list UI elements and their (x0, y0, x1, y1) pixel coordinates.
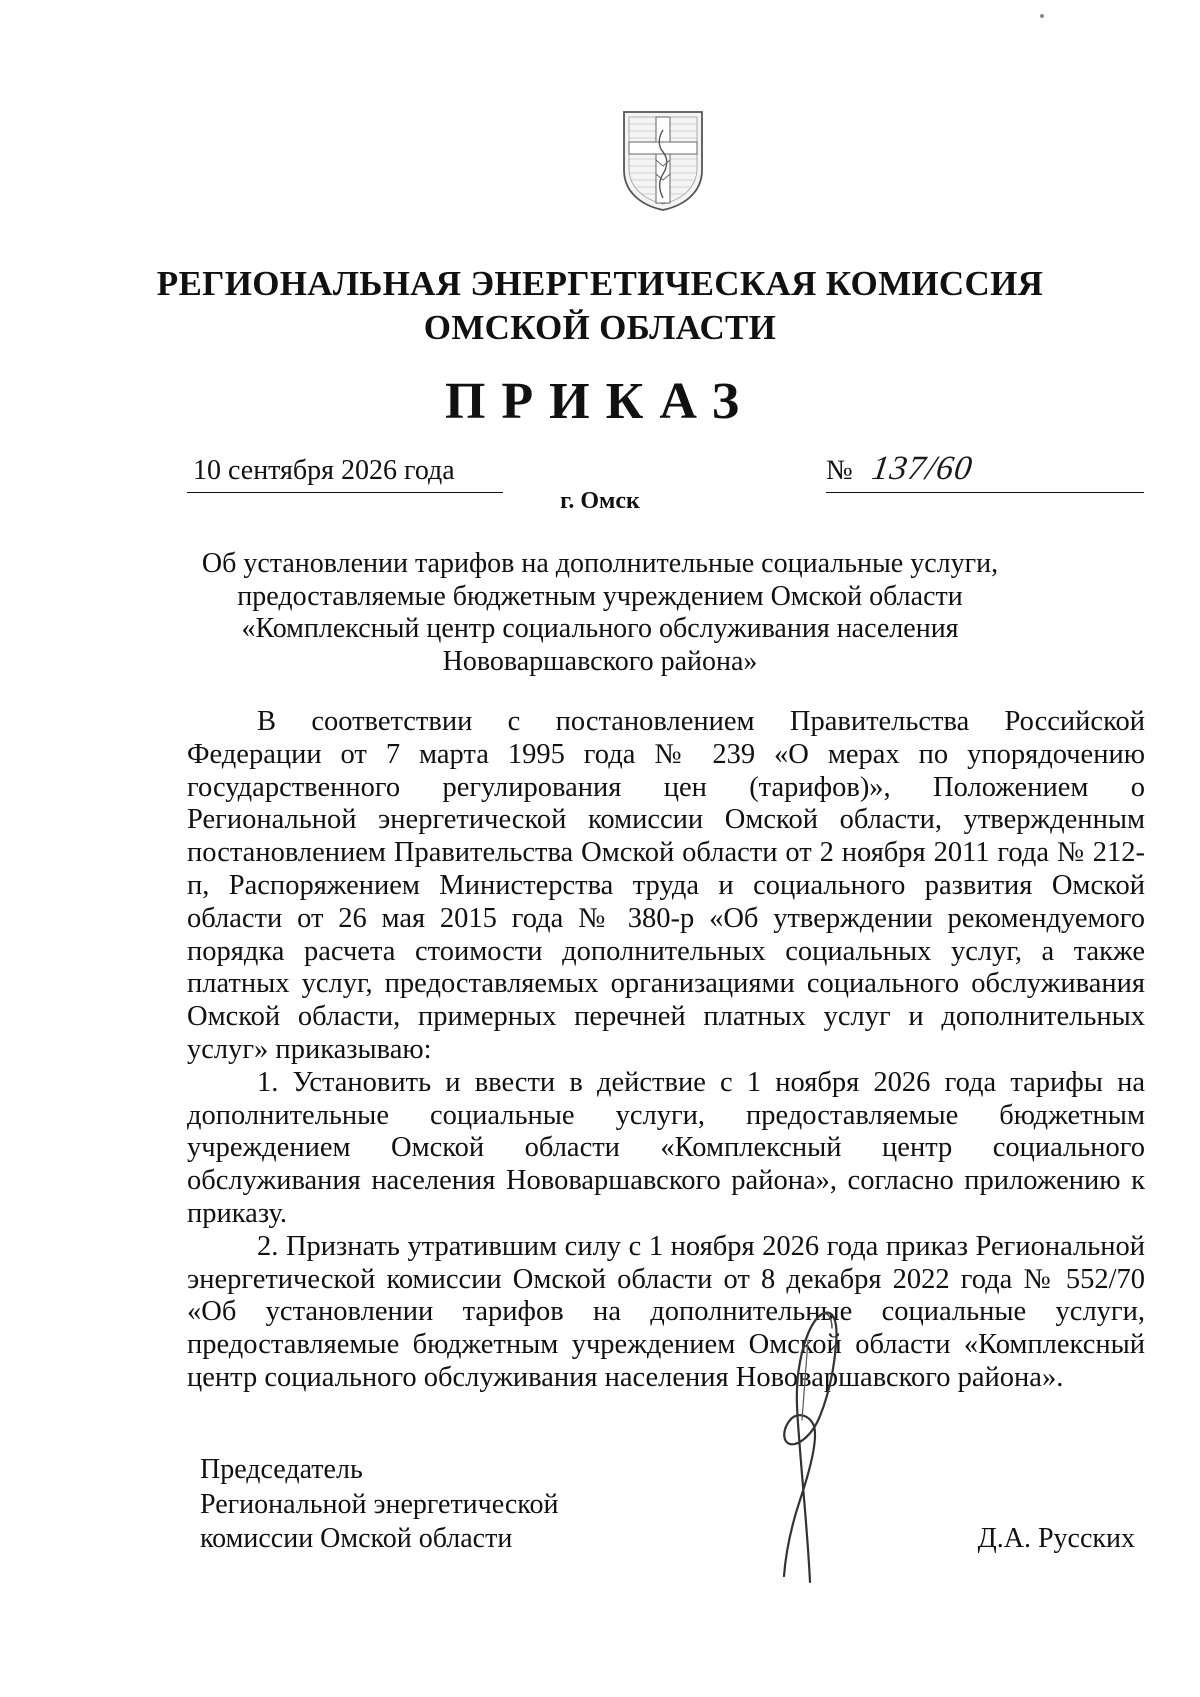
title-line: предоставляемые бюджетным учреждением Омской области (237, 580, 963, 612)
preamble-paragraph: В соответствии с постановлением Правительства Российской Федерации от 7 марта 1995 года № 239 «О мерах по упорядочению государственного регулирования цен (тарифов)», Положением о Региональной энергетической комиссии Омской области, утвержденным постановлением Правительства Омской области от 2 ноября 2011 года № 212-п, Распоряжением Министерства труда и социального развития Омской области от 26 мая 2015 года № 380-р «Об утверждении рекомендуемого порядка расчета стоимости дополнительных социальных услуг, а также платных услуг, предоставляемых организациями социального обслуживания Омской области, примерных перечней платных услуг и дополнительных услуг» приказываю: (187, 706, 1145, 1065)
scan-dot (1040, 14, 1044, 18)
title-line: «Комплексный центр социального обслуживания населения (241, 613, 959, 644)
organization-name-line1: РЕГИОНАЛЬНАЯ ЭНЕРГЕТИЧЕСКАЯ КОМИССИЯ (156, 264, 1044, 303)
city-label: г. Омск (560, 488, 640, 514)
handwritten-signature-icon (738, 1300, 878, 1590)
document-title (180, 548, 1020, 678)
position-line: комиссии Омской области (200, 1523, 513, 1554)
omsk-region-coat-of-arms-icon (620, 108, 706, 212)
document-number: 137/60 (869, 450, 976, 487)
document-date: 10 сентября 2026 года (193, 455, 455, 486)
signer-name: Д.А. Русских (977, 1523, 1135, 1554)
number-sign: № (826, 455, 853, 486)
signatory-position (200, 1453, 700, 1557)
title-line: Нововаршавского района» (442, 645, 758, 677)
position-line: Председатель (200, 1454, 363, 1485)
order-item-2: 2. Признать утратившим силу с 1 ноября 2026 года приказ Региональной энергетической комиссии Омской области от 8 декабря 2022 года № 552/70 «Об установлении тарифов на дополнительные социальные услуги, предоставляемые бюджетным учреждением Омской области «Комплексный центр социального обслуживания населения Нововаршавского района». (187, 1230, 1145, 1393)
organization-name-line2: ОМСКОЙ ОБЛАСТИ (423, 308, 777, 347)
order-item-1: 1. Установить и ввести в действие с 1 ноября 2026 года тарифы на дополнительные социальные услуги, предоставляемые бюджетным учреждением Омской области «Комплексный центр социального обслуживания населения Нововаршавского района», согласно приложению к приказу. (187, 1066, 1145, 1229)
position-line: Региональной энергетической (200, 1488, 559, 1520)
document-type-heading: ПРИКАЗ (444, 373, 756, 430)
document-body (187, 706, 1145, 1395)
title-line: Об установлении тарифов на дополнительные социальные услуги, (201, 548, 999, 579)
